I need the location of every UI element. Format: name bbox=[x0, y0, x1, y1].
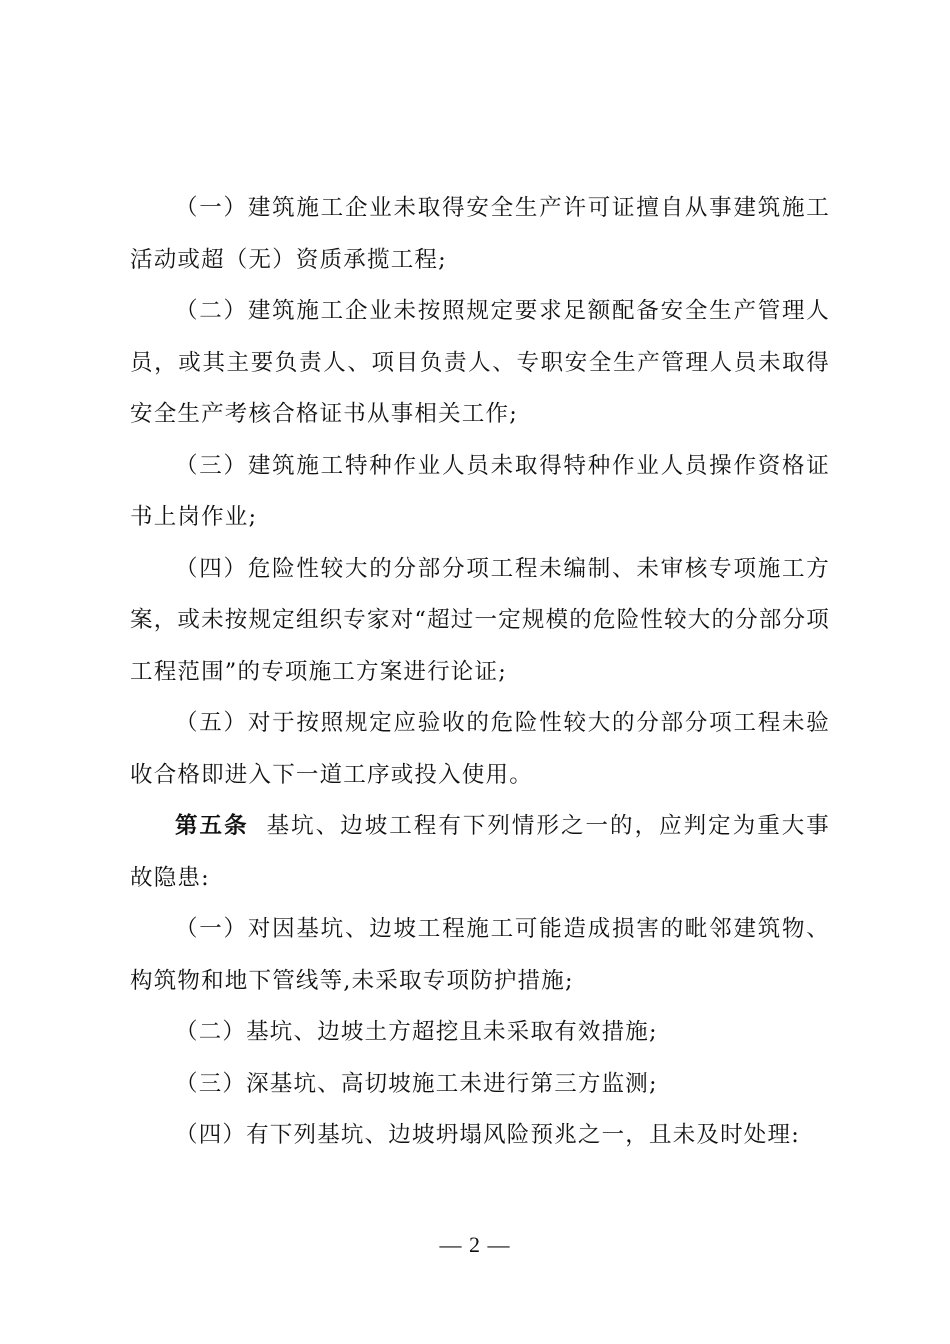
paragraph-item-2 bbox=[130, 286, 830, 441]
paragraph-text: （一）建筑施工企业未取得安全生产许可证擅自从事建筑施工活动或超（无）资质承揽工程; bbox=[130, 195, 830, 273]
paragraph-item-3-article-5 bbox=[130, 1059, 830, 1111]
paragraph-item-4 bbox=[130, 544, 830, 699]
paragraph-text: （一）对因基坑、边坡工程施工可能造成损害的毗邻建筑物、构筑物和地下管线等,未采取专项防护措施; bbox=[130, 916, 830, 994]
paragraph-item-4-article-5 bbox=[130, 1110, 830, 1162]
paragraph-item-1 bbox=[130, 183, 830, 286]
paragraph-item-1-article-5 bbox=[130, 904, 830, 1007]
paragraph-text: （四）危险性较大的分部分项工程未编制、未审核专项施工方案，或未按规定组织专家对“超过一定规模的危险性较大的分部分项工程范围”的专项施工方案进行论证; bbox=[130, 555, 831, 685]
article-label: 第五条 bbox=[175, 813, 249, 839]
paragraph-text: 基坑、边坡工程有下列情形之一的，应判定为重大事故隐患: bbox=[130, 813, 830, 891]
paragraph-text: （四）有下列基坑、边坡坍塌风险预兆之一，且未及时处理: bbox=[175, 1122, 800, 1148]
paragraph-item-3 bbox=[130, 441, 830, 544]
paragraph-text: （二）建筑施工企业未按照规定要求足额配备安全生产管理人员，或其主要负责人、项目负责人、专职安全生产管理人员未取得安全生产考核合格证书从事相关工作; bbox=[130, 298, 830, 427]
article-5-paragraph bbox=[130, 801, 830, 904]
paragraph-item-2-article-5 bbox=[130, 1007, 830, 1059]
paragraph-text: （三）建筑施工特种作业人员未取得特种作业人员操作资格证书上岗作业; bbox=[130, 452, 830, 530]
paragraph-item-5 bbox=[130, 698, 830, 801]
paragraph-text: （三）深基坑、高切坡施工未进行第三方监测; bbox=[175, 1070, 658, 1097]
paragraph-text: （二）基坑、边坡土方超挖且未采取有效措施; bbox=[175, 1019, 658, 1045]
document-body bbox=[130, 183, 830, 1162]
page-number: — 2 — bbox=[439, 1232, 511, 1257]
paragraph-text: （五）对于按照规定应验收的危险性较大的分部分项工程未验收合格即进入下一道工序或投入使用。 bbox=[130, 710, 830, 788]
